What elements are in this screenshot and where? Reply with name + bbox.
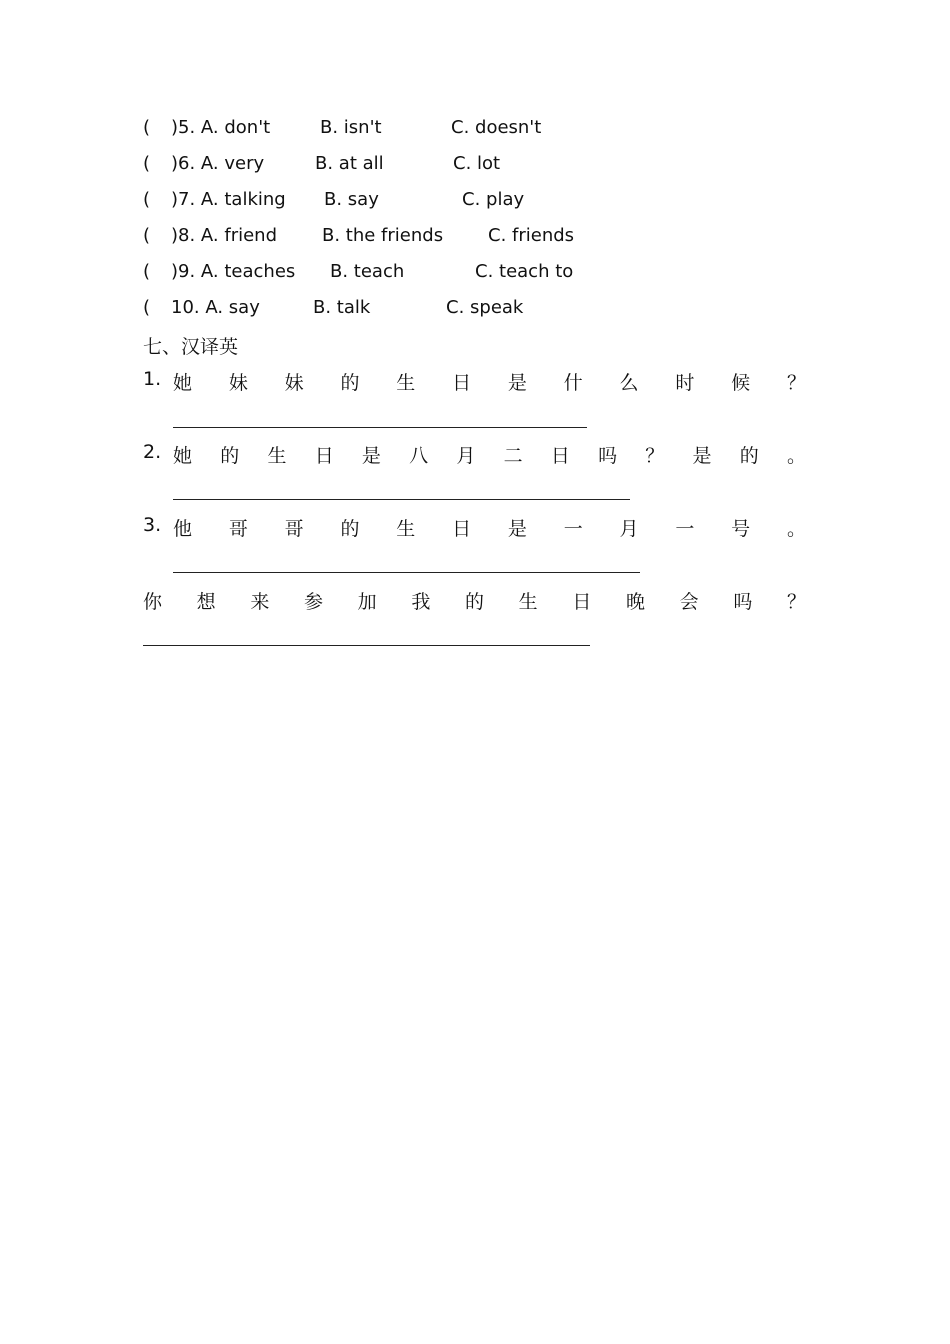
question-char: 我 (411, 591, 431, 613)
option-c: C. friends (488, 225, 575, 246)
question-char: 什 (563, 372, 583, 394)
answer-paren[interactable]: ( (143, 153, 151, 174)
question-char: 她 (173, 445, 193, 467)
section-title: 七、汉译英 (143, 336, 239, 358)
question-option-a: )7. A. talking (171, 189, 286, 210)
question-char: 日 (452, 372, 472, 394)
question-char: 的 (465, 591, 485, 613)
question-option-a: )5. A. don't (171, 117, 271, 138)
question-char: 的 (739, 445, 759, 467)
question-number: 3. (143, 514, 162, 536)
question-char: 妹 (228, 372, 248, 394)
question-char: 是 (361, 445, 381, 467)
question-char: 你 (143, 591, 163, 613)
question-char: 的 (340, 372, 360, 394)
question-char: 是 (692, 445, 712, 467)
question-option-a: )6. A. very (171, 153, 265, 174)
question-char: 的 (220, 445, 240, 467)
question-char: 。 (787, 518, 807, 540)
question-char: 参 (304, 591, 324, 613)
answer-line-1[interactable] (173, 427, 587, 428)
question-number: 2. (143, 441, 162, 463)
question-char: 日 (550, 445, 570, 467)
option-c: C. speak (446, 297, 524, 318)
question-char: ？ (787, 372, 807, 394)
question-char: 妹 (284, 372, 304, 394)
question-char: 日 (452, 518, 472, 540)
question-char: 吗 (733, 591, 753, 613)
question-char: 八 (409, 445, 429, 467)
question-char: 日 (572, 591, 592, 613)
question-char: ？ (645, 445, 665, 467)
question-char: 晚 (626, 591, 646, 613)
question-char: 吗 (598, 445, 618, 467)
answer-line-2[interactable] (173, 499, 630, 500)
question-char: 会 (679, 591, 699, 613)
option-b: B. say (324, 189, 379, 210)
question-char: 她 (173, 372, 193, 394)
question-char: 一 (563, 518, 583, 540)
question-char: 一 (675, 518, 695, 540)
option-b: B. isn't (320, 117, 382, 138)
question-option-a: )8. A. friend (171, 225, 278, 246)
question-char: 他 (173, 518, 193, 540)
answer-paren[interactable]: ( (143, 117, 151, 138)
question-char: 日 (314, 445, 334, 467)
question-char: 号 (731, 518, 751, 540)
question-char: 想 (196, 591, 216, 613)
question-char: 加 (357, 591, 377, 613)
option-c: C. lot (453, 153, 501, 174)
question-char: 生 (267, 445, 287, 467)
translation-question-2 (0, 441, 950, 467)
translation-question-1 (0, 368, 950, 394)
question-char: 么 (619, 372, 639, 394)
translation-question-3 (0, 514, 950, 540)
question-char: 哥 (284, 518, 304, 540)
answer-line-4[interactable] (143, 645, 590, 646)
answer-paren[interactable]: ( (143, 297, 151, 318)
question-char: 是 (507, 518, 527, 540)
option-c: C. teach to (475, 261, 574, 282)
question-char: 哥 (228, 518, 248, 540)
question-char: 月 (619, 518, 639, 540)
question-char: 月 (456, 445, 476, 467)
translation-question-4 (0, 587, 950, 613)
question-char: 来 (250, 591, 270, 613)
question-option-a: )9. A. teaches (171, 261, 296, 282)
question-char: 的 (340, 518, 360, 540)
question-option-a: 10. A. say (171, 297, 260, 318)
question-char: 时 (675, 372, 695, 394)
option-c: C. doesn't (451, 117, 542, 138)
question-number: 1. (143, 368, 162, 390)
question-char: 生 (518, 591, 538, 613)
question-char: 生 (396, 518, 416, 540)
question-char: 候 (731, 372, 751, 394)
answer-paren[interactable]: ( (143, 225, 151, 246)
option-b: B. at all (315, 153, 384, 174)
option-b: B. the friends (322, 225, 444, 246)
answer-paren[interactable]: ( (143, 261, 151, 282)
question-char: ？ (787, 591, 807, 613)
answer-paren[interactable]: ( (143, 189, 151, 210)
answer-line-3[interactable] (173, 572, 640, 573)
option-b: B. teach (330, 261, 405, 282)
option-b: B. talk (313, 297, 371, 318)
option-c: C. play (462, 189, 525, 210)
question-char: 是 (507, 372, 527, 394)
question-char: 。 (787, 445, 807, 467)
question-char: 生 (396, 372, 416, 394)
question-char: 二 (503, 445, 523, 467)
